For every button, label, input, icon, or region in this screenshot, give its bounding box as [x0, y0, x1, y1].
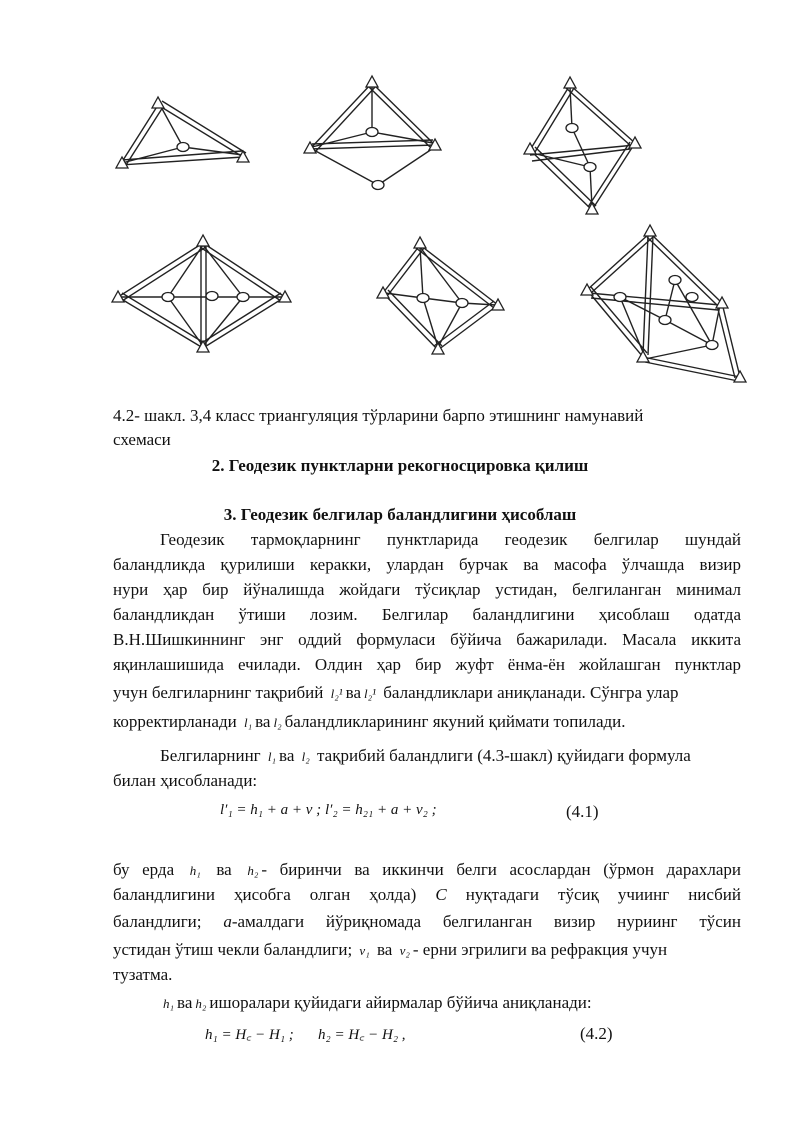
p2-line-2: билан ҳисобланади: [113, 771, 258, 790]
p3-line-1: бу ерда h₁ ва h₂ - биринчи ва иккинчи белги асослардан (ўрмон дарахлари [113, 860, 741, 879]
p1-line-2: баландликда қурилиши керакки, улардан бурчак ва масофа ўлчашда визир [113, 555, 741, 574]
p1-line-4: баландликдан ўтиши лозим. Белгилар баландлигини ҳисоблаш одатда [113, 605, 741, 624]
symbol-l2-1: l₂¹ [330, 686, 343, 701]
scheme-2 [304, 76, 441, 190]
p4-line-1: h₁ ва h₂ ишоралари қуйидаги айирмалар бўйича аниқланади: [163, 993, 592, 1012]
triangulation-schemes-figure [100, 65, 780, 395]
p1-line-6: яқинлашишида ечилади. Олдин ҳар бир жуфт ёнма-ён жойлашган пунктлар [113, 655, 741, 674]
scheme-5 [377, 237, 504, 354]
p1-line-8: корректирланади l₁ ва l₂ баландликларининг якуний қиймати топилади. [113, 712, 626, 731]
equation-4-1-part-b: l′₂ = h₂₁ + a + v₂ ; [325, 802, 437, 818]
p1-line-1: Геодезик тармоқларнинг пунктларида геодезик белгилар шундай [160, 530, 741, 549]
equation-4-2-number: (4.2) [580, 1024, 613, 1043]
p1-line-3: нури ҳар бир йўналишда жойдаги тўсиқлар устидан, белгиланган минимал [113, 580, 741, 599]
equation-4-2-part-a: h₁ = H꜀ − H₁ ; [205, 1027, 294, 1043]
symbol-l2-2: l₂¹ [364, 686, 377, 701]
p3-line-5: тузатма. [113, 965, 173, 984]
section-heading-3: 3. Геодезик белгилар баландлигини ҳисоблаш [223, 505, 577, 524]
section-heading-2: 2. Геодезик пунктларни рекогносцировка қилиш [211, 456, 589, 475]
p1-line-5: В.Н.Шишкиннинг энг оддий формуласи бўйича бажарилади. Масала иккита [113, 630, 741, 649]
scheme-4 [112, 235, 291, 352]
equation-4-2-part-b: h₂ = H꜀ − H₂ , [318, 1027, 406, 1043]
triangulation-schemes-svg [100, 65, 780, 395]
p2-line-1: Белгиларнинг l₁ ва l₂ тақрибий баландлиги (4.3-шакл) қуйидаги формула [160, 746, 691, 765]
figure-caption [113, 404, 753, 452]
scheme-6 [581, 225, 746, 382]
p3-line-2: баландлигини ҳисобга олган ҳолда) C нуқтадаги тўсиқ учиинг нисбий [113, 885, 741, 904]
caption-line-2: схемаси [113, 430, 171, 449]
scheme-3 [524, 77, 641, 214]
caption-line-1: 4.2- шакл. 3,4 класс триангуляция тўрларини барпо этишнинг намунавий [113, 406, 644, 425]
equation-4-1-part-a: l′₁ = h₁ + a + v ; [220, 802, 322, 818]
p1-line-7: учун белгиларнинг тақрибий l₂¹ ва l₂¹ баландликлари аниқланади. Сўнгра улар [113, 683, 679, 702]
equation-4-1-number: (4.1) [566, 802, 599, 821]
scheme-1 [116, 97, 249, 168]
p3-line-3: баландлиги; a-амалдаги йўриқномада белгиланган визир нуриинг тўсин [113, 912, 742, 931]
p3-line-4: устидан ўтиш чекли баландлиги; v₁ ва v₂ - ерни эгрилиги ва рефракция учун [113, 940, 668, 959]
